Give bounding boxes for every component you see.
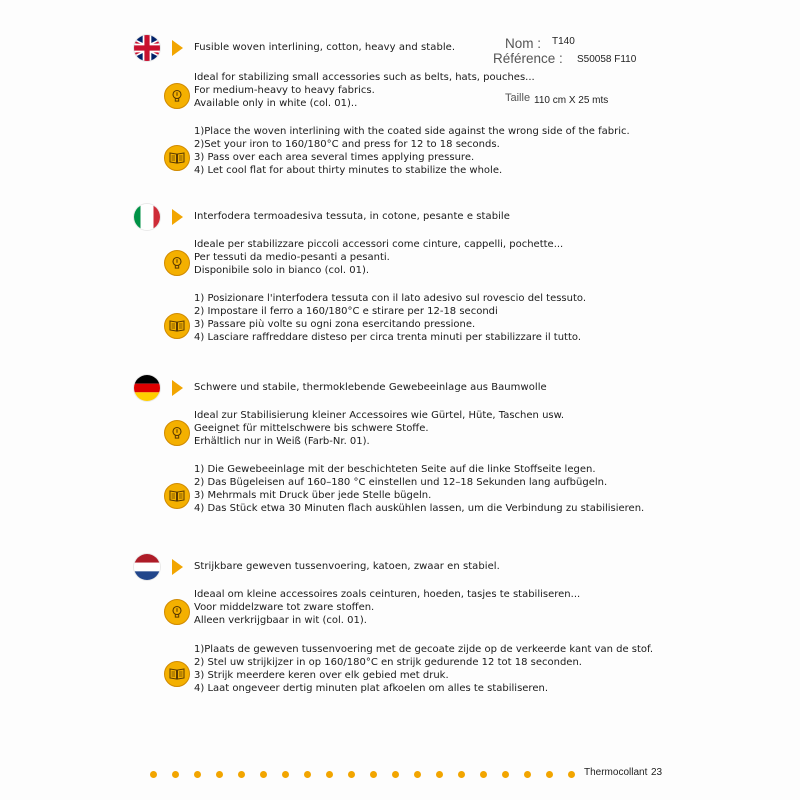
info-line: Alleen verkrijgbaar in wit (col. 01). xyxy=(194,615,367,626)
info-line: Disponibile solo in bianco (col. 01). xyxy=(194,265,370,276)
decorative-dot xyxy=(238,771,245,778)
decorative-dot xyxy=(172,771,179,778)
step-line: 3) Passare più volte su ogni zona esercitando pressione. xyxy=(194,319,476,330)
info-line: Ideale per stabilizzare piccoli accessori come cinture, cappelli, pochette... xyxy=(194,239,564,250)
arrow-icon xyxy=(172,40,183,56)
info-line: Available only in white (col. 01).. xyxy=(194,98,358,109)
decorative-dot xyxy=(282,771,289,778)
step-line: 2) Stel uw strijkijzer in op 160/180°C en strijk gedurende 12 tot 18 seconden. xyxy=(194,657,582,668)
info-line: Ideal for stabilizing small accessories such as belts, hats, pouches... xyxy=(194,72,535,83)
section-title: Strijkbare geweven tussenvoering, katoen, zwaar en stabiel. xyxy=(194,561,500,572)
arrow-icon xyxy=(172,380,183,396)
lightbulb-info-icon xyxy=(164,599,190,625)
decorative-dot xyxy=(568,771,575,778)
taille-value: 110 cm X 25 mts xyxy=(534,95,609,106)
open-book-icon xyxy=(164,313,190,339)
info-line: Ideal zur Stabilisierung kleiner Accessoires wie Gürtel, Hüte, Taschen usw. xyxy=(194,410,565,421)
arrow-icon xyxy=(172,559,183,575)
step-line: 3) Strijk meerdere keren over elk gebied met druk. xyxy=(194,670,449,681)
steps-text xyxy=(194,292,586,344)
decorative-dot xyxy=(216,771,223,778)
step-line: 4) Das Stück etwa 30 Minuten flach auskühlen lassen, um die Verbindung zu stabilisieren. xyxy=(194,503,645,514)
decorative-dot xyxy=(458,771,465,778)
decorative-dot xyxy=(326,771,333,778)
info-text xyxy=(194,409,564,448)
reference-label: Référence : xyxy=(493,51,563,66)
section-title: Schwere und stabile, thermoklebende Gewebeeinlage aus Baumwolle xyxy=(194,382,547,393)
steps-text xyxy=(194,463,644,515)
info-line: Ideaal om kleine accessoires zoals ceinturen, hoeden, tasjes te stabiliseren... xyxy=(194,589,581,600)
step-line: 1)Place the woven interlining with the coated side against the wrong side of the fabric. xyxy=(194,126,630,137)
steps-text xyxy=(194,125,630,177)
footer-label: Thermocollant xyxy=(584,767,648,778)
info-text xyxy=(194,588,580,627)
decorative-dot xyxy=(304,771,311,778)
step-line: 2) Impostare il ferro a 160/180°C e stirare per 12-18 secondi xyxy=(194,306,498,317)
decorative-dot xyxy=(348,771,355,778)
decorative-dot xyxy=(370,771,377,778)
uk-flag-icon xyxy=(134,35,160,61)
lightbulb-info-icon xyxy=(164,420,190,446)
decorative-dot xyxy=(480,771,487,778)
lightbulb-info-icon xyxy=(164,83,190,109)
step-line: 1) Die Gewebeeinlage mit der beschichteten Seite auf die linke Stoffseite legen. xyxy=(194,464,596,475)
steps-text xyxy=(194,643,653,695)
info-text xyxy=(194,238,563,277)
info-line: Geeignet für mittelschwere bis schwere Stoffe. xyxy=(194,423,429,434)
step-line: 3) Mehrmals mit Druck über jede Stelle bügeln. xyxy=(194,490,432,501)
step-line: 2) Das Bügeleisen auf 160–180 °C einstellen und 12–18 Sekunden lang aufbügeln. xyxy=(194,477,608,488)
decorative-dot xyxy=(414,771,421,778)
decorative-dot xyxy=(194,771,201,778)
taille-label: Taille xyxy=(505,92,531,104)
info-line: For medium-heavy to heavy fabrics. xyxy=(194,85,375,96)
nom-label: Nom : xyxy=(505,36,542,51)
step-line: 2)Set your iron to 160/180°C and press for 12 to 18 seconds. xyxy=(194,139,500,150)
reference-value: S50058 F110 xyxy=(577,54,637,65)
step-line: 3) Pass over each area several times applying pressure. xyxy=(194,152,475,163)
step-line: 4) Lasciare raffreddare disteso per circa trenta minuti per stabilizzare il tutto. xyxy=(194,332,582,343)
decorative-dot xyxy=(260,771,267,778)
lightbulb-info-icon xyxy=(164,250,190,276)
decorative-dot xyxy=(502,771,509,778)
decorative-dot xyxy=(150,771,157,778)
arrow-icon xyxy=(172,209,183,225)
nom-value: T140 xyxy=(552,36,575,47)
decorative-dot xyxy=(524,771,531,778)
step-line: 1) Posizionare l'interfodera tessuta con il lato adesivo sul rovescio del tessuto. xyxy=(194,293,587,304)
step-line: 4) Let cool flat for about thirty minutes to stabilize the whole. xyxy=(194,165,503,176)
decorative-dot xyxy=(436,771,443,778)
step-line: 4) Laat ongeveer dertig minuten plat afkoelen om alles te stabiliseren. xyxy=(194,683,548,694)
open-book-icon xyxy=(164,483,190,509)
page-number: 23 xyxy=(651,767,663,778)
info-line: Per tessuti da medio-pesanti a pesanti. xyxy=(194,252,390,263)
step-line: 1)Plaats de geweven tussenvoering met de gecoate zijde op de verkeerde kant van de stof. xyxy=(194,644,653,655)
section-title: Fusible woven interlining, cotton, heavy and stable. xyxy=(194,42,456,53)
netherlands-flag-icon xyxy=(134,554,160,580)
info-text xyxy=(194,71,535,110)
italy-flag-icon xyxy=(134,204,160,230)
germany-flag-icon xyxy=(134,375,160,401)
decorative-dot xyxy=(546,771,553,778)
info-line: Erhältlich nur in Weiß (Farb-Nr. 01). xyxy=(194,436,370,447)
open-book-icon xyxy=(164,145,190,171)
info-line: Voor middelzware tot zware stoffen. xyxy=(194,602,375,613)
open-book-icon xyxy=(164,661,190,687)
section-title: Interfodera termoadesiva tessuta, in cotone, pesante e stabile xyxy=(194,211,510,222)
decorative-dot xyxy=(392,771,399,778)
